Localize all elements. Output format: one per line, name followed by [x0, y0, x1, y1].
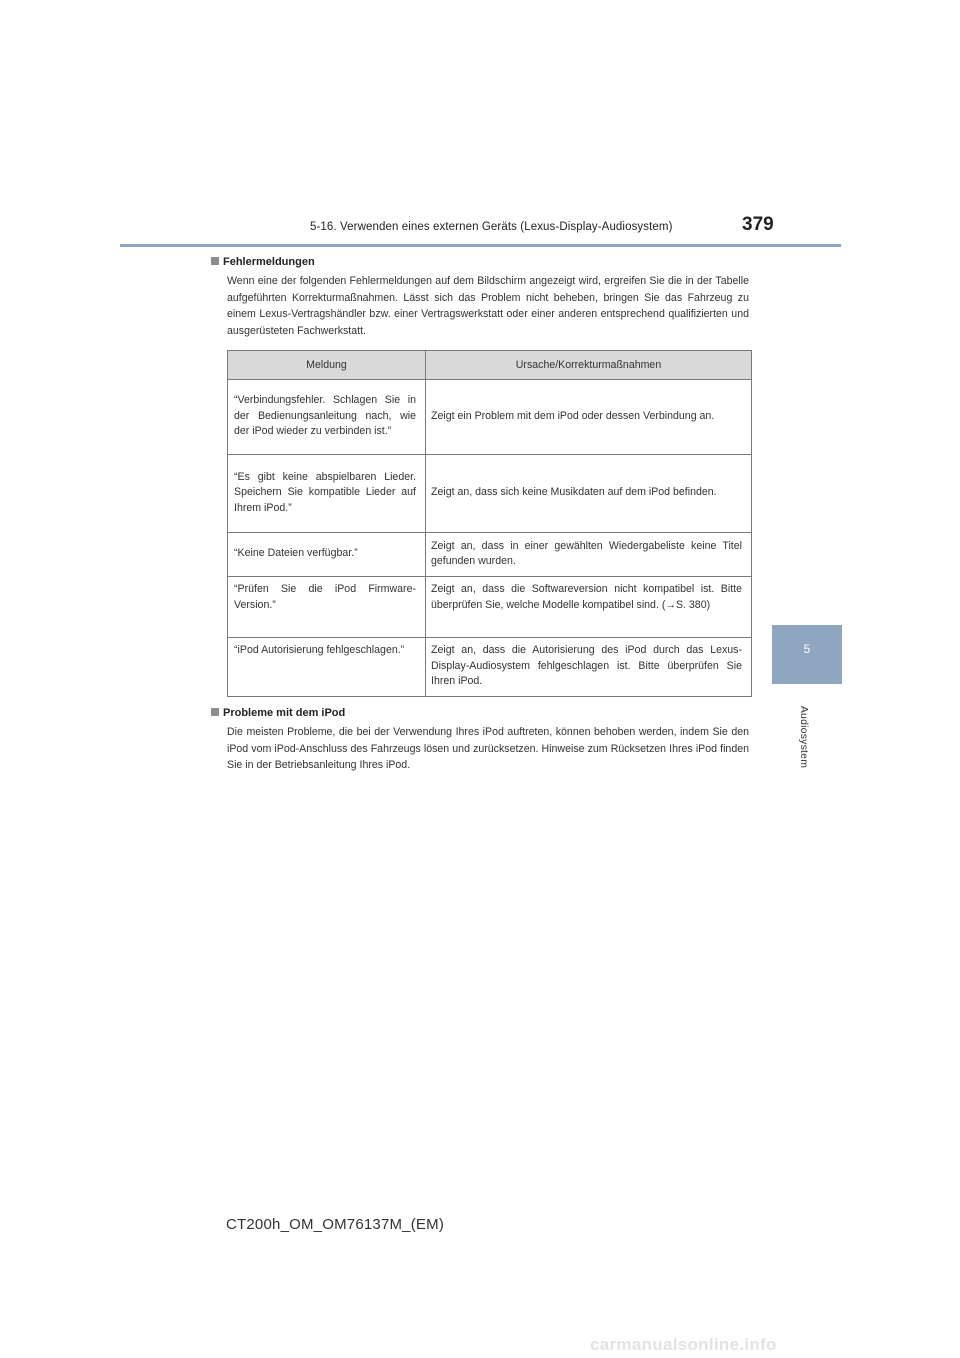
cause-cell: Zeigt an, dass in einer gewählten Wiedergabeliste keine Titel gefunden wurden.: [426, 533, 752, 577]
table-header-row: [228, 351, 752, 380]
cause-cell: Zeigt ein Problem mit dem iPod oder dessen Verbindung an.: [426, 380, 752, 455]
section-heading-text: Fehlermeldungen: [223, 256, 315, 268]
watermark: carmanualsonline.info: [590, 1335, 777, 1354]
error-messages-table: [227, 350, 752, 697]
table-row: [228, 638, 752, 697]
message-cell: “Prüfen Sie die iPod Firmware-Version.”: [228, 577, 426, 638]
table-row: [228, 455, 752, 533]
cause-cell: Zeigt an, dass sich keine Musikdaten auf dem iPod befinden.: [426, 455, 752, 533]
table-header-message: Meldung: [228, 351, 426, 380]
section-paragraph-error-messages: Wenn eine der folgenden Fehlermeldungen auf dem Bildschirm angezeigt wird, ergreifen Sie die in der Tabelle aufgeführten Korrekturmaßnahmen. Lässt sich das Problem nicht beheben, bringen Sie das Fahrzeug zu einem Lexus-Vertragshändler bzw. einer Vertragswerkstatt oder einer anderen entsprechend qualifizierten und ausgerüsteten Fachwerkstatt.: [227, 275, 749, 337]
table-row: [228, 533, 752, 577]
chapter-tab-label: Audiosystem: [798, 705, 810, 769]
page-number: 379: [742, 214, 774, 235]
section-paragraph-ipod-problems: Die meisten Probleme, die bei der Verwendung Ihres iPod auftreten, können behoben werden, indem Sie den iPod vom iPod-Anschluss des Fahrzeugs lösen und zurücksetzen. Hinweise zum Rücksetzen Ihres iPod finden Sie in der Betriebsanleitung Ihres iPod.: [227, 726, 749, 771]
table-header-cause: Ursache/Korrekturmaßnahmen: [426, 351, 752, 380]
document-code: CT200h_OM_OM76137M_(EM): [226, 1216, 445, 1233]
chapter-tab-number: 5: [803, 642, 811, 656]
header-divider: [120, 244, 841, 247]
message-cell: “Keine Dateien verfügbar.”: [228, 533, 426, 577]
message-cell: “Verbindungsfehler. Schlagen Sie in der Bedienungsanleitung nach, wie der iPod wieder zu verbinden ist.”: [228, 380, 426, 455]
cause-cell: Zeigt an, dass die Autorisierung des iPod durch das Lexus-Display-Audiosystem fehlgeschlagen ist. Bitte überprüfen Sie Ihren iPod.: [426, 638, 752, 697]
cause-cell: Zeigt an, dass die Softwareversion nicht kompatibel ist. Bitte überprüfen Sie, welche Modelle kompatibel sind. (→S. 380): [426, 577, 752, 638]
square-bullet-icon: [211, 257, 219, 265]
table-row: [228, 380, 752, 455]
chapter-title: 5-16. Verwenden eines externen Geräts (Lexus-Display-Audiosystem): [310, 221, 673, 233]
section-heading-ipod-problems: [211, 707, 345, 719]
message-cell: “iPod Autorisierung fehlgeschlagen.”: [228, 638, 426, 697]
message-cell: “Es gibt keine abspielbaren Lieder. Speichern Sie kompatible Lieder auf Ihrem iPod.”: [228, 455, 426, 533]
table-row: [228, 577, 752, 638]
section-heading-error-messages: [211, 256, 315, 268]
section-heading-text: Probleme mit dem iPod: [223, 707, 346, 719]
square-bullet-icon: [211, 708, 219, 716]
